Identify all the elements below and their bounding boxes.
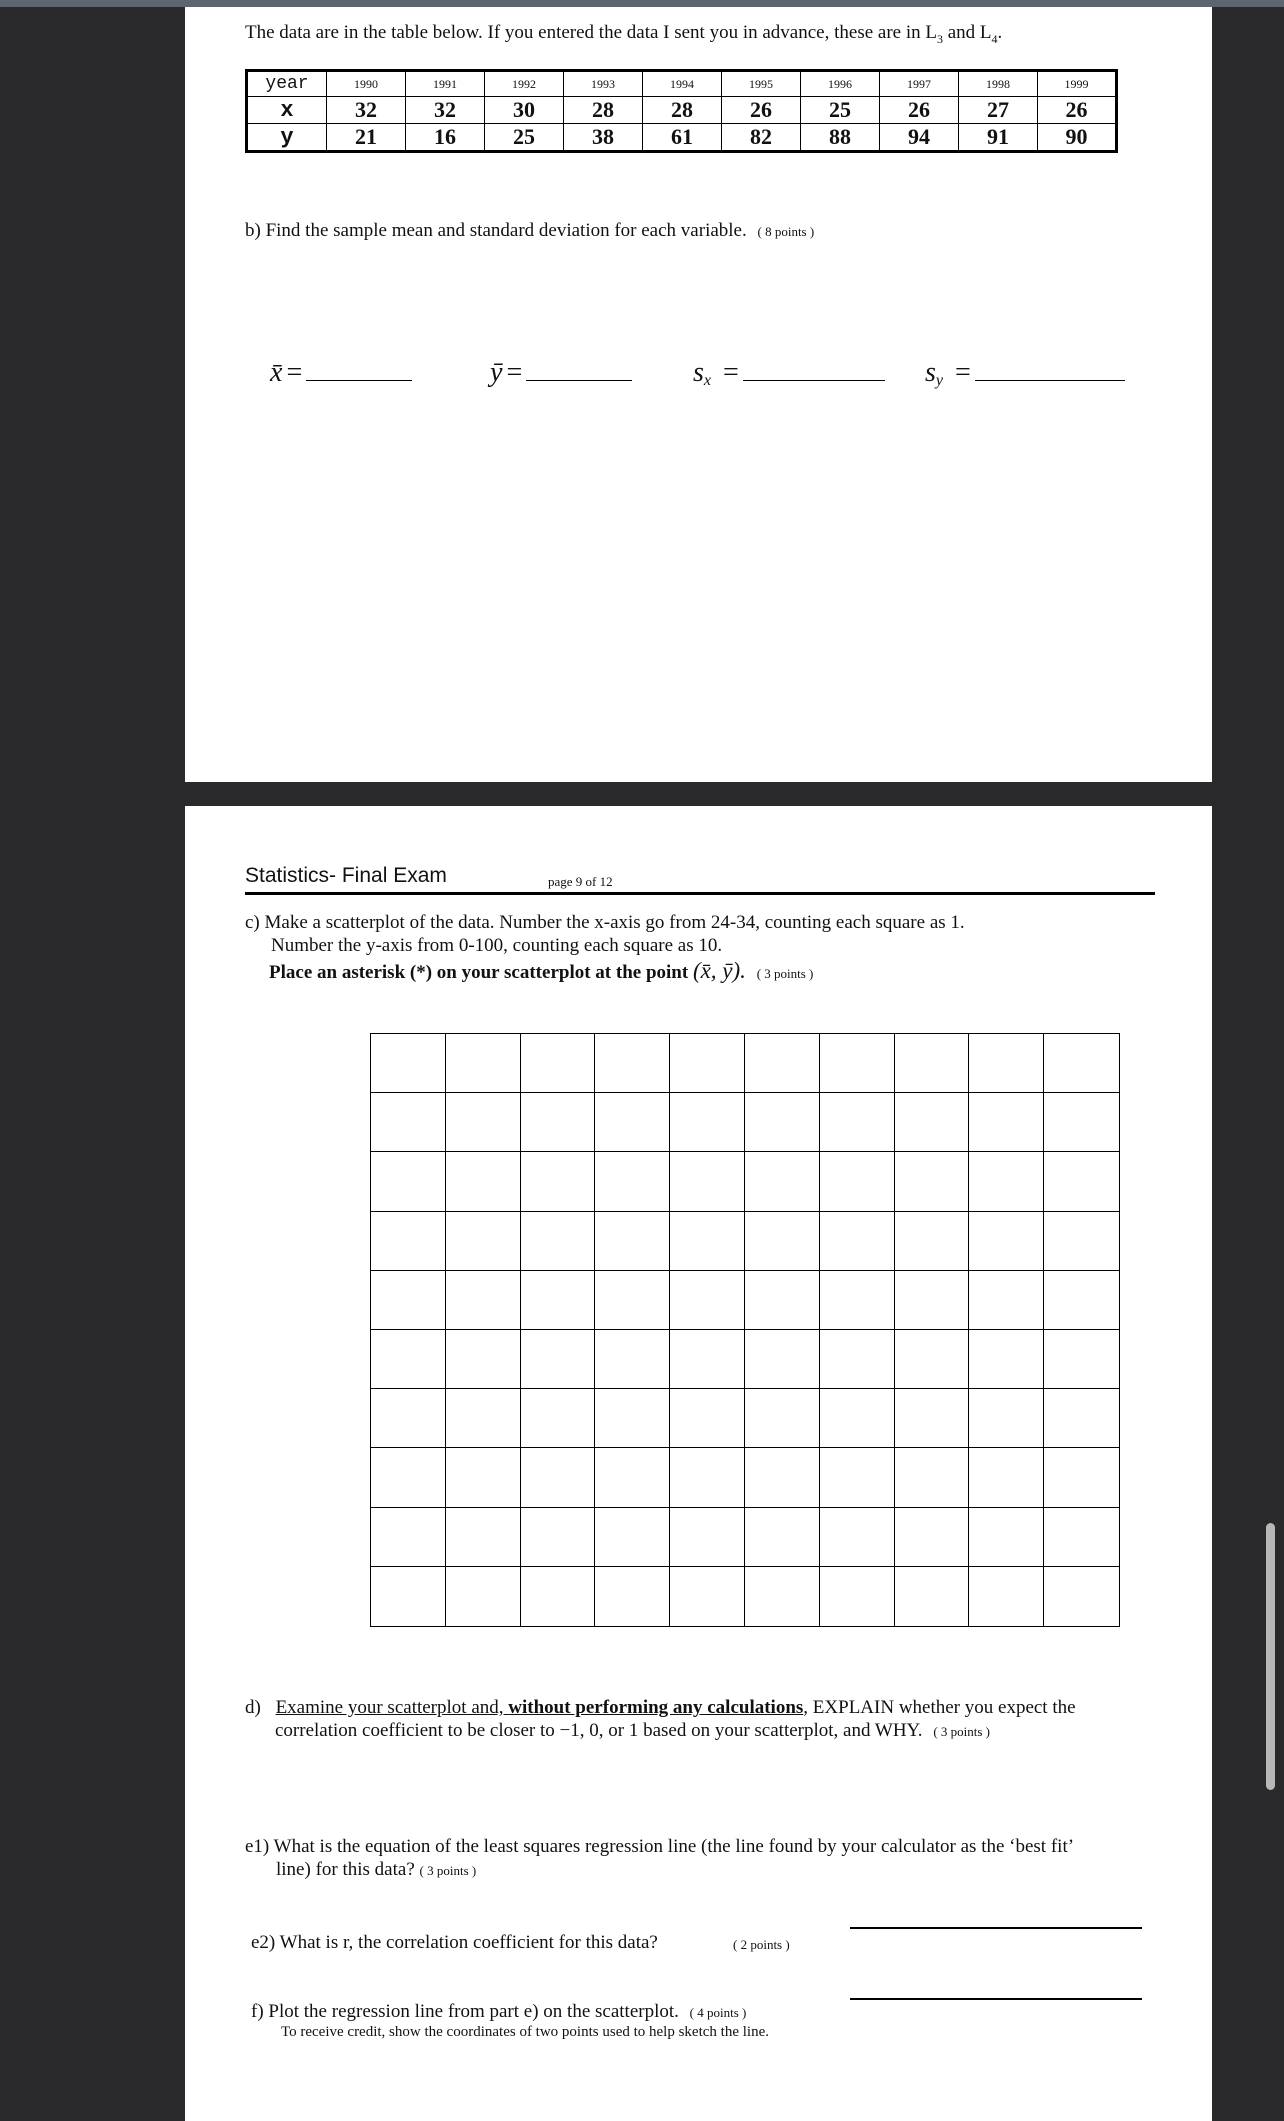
grid-cell[interactable] <box>371 1448 446 1507</box>
grid-cell[interactable] <box>745 1567 820 1626</box>
part-b-text: b) Find the sample mean and standard deviation for each variable. <box>245 220 747 241</box>
grid-cell[interactable] <box>371 1212 446 1271</box>
sx-subscript: x <box>703 372 712 390</box>
grid-cell[interactable] <box>371 1271 446 1330</box>
grid-cell[interactable] <box>820 1567 895 1626</box>
grid-cell[interactable] <box>595 1212 670 1271</box>
part-e1-text: line) for this data? <box>276 1859 415 1880</box>
grid-cell[interactable] <box>371 1508 446 1567</box>
grid-cell[interactable] <box>521 1330 596 1389</box>
mean-point-notation: (x̄, ȳ). <box>692 958 746 983</box>
grid-cell[interactable] <box>820 1034 895 1093</box>
grid-cell[interactable] <box>446 1093 521 1152</box>
y-cell: 38 <box>564 124 643 152</box>
ybar-field[interactable] <box>490 357 632 389</box>
grid-cell[interactable] <box>670 1212 745 1271</box>
year-cell: 1995 <box>722 71 801 97</box>
equals-sign: = <box>955 357 971 388</box>
grid-cell[interactable] <box>670 1152 745 1211</box>
equals-sign: = <box>506 357 523 388</box>
grid-cell[interactable] <box>745 1212 820 1271</box>
equals-sign: = <box>286 357 303 388</box>
x-cell: 28 <box>564 97 643 124</box>
part-b-question <box>245 220 814 242</box>
e2-answer-line[interactable] <box>850 1998 1142 2000</box>
y-cell: 21 <box>327 124 406 152</box>
x-cell: 28 <box>643 97 722 124</box>
grid-cell[interactable] <box>1044 1448 1119 1507</box>
part-f-line1 <box>251 2001 746 2023</box>
y-cell: 91 <box>959 124 1038 152</box>
grid-cell[interactable] <box>1044 1508 1119 1567</box>
grid-cell[interactable] <box>1044 1330 1119 1389</box>
year-cell: 1999 <box>1038 71 1117 97</box>
part-f-points: ( 4 points ) <box>689 2005 747 2020</box>
grid-cell[interactable] <box>969 1034 1044 1093</box>
grid-cell[interactable] <box>745 1152 820 1211</box>
x-cell: 25 <box>801 97 880 124</box>
grid-cell[interactable] <box>521 1271 596 1330</box>
exam-page-9 <box>185 806 1212 2121</box>
sx-field[interactable] <box>693 357 885 390</box>
sy-subscript: y <box>935 372 944 390</box>
grid-cell[interactable] <box>745 1508 820 1567</box>
grid-cell[interactable] <box>446 1152 521 1211</box>
grid-cell[interactable] <box>670 1034 745 1093</box>
part-f-line2: To receive credit, show the coordinates of two points used to help sketch the line. <box>281 2024 769 2040</box>
grid-cell[interactable] <box>371 1093 446 1152</box>
grid-cell[interactable] <box>820 1271 895 1330</box>
grid-cell[interactable] <box>1044 1271 1119 1330</box>
grid-cell[interactable] <box>670 1271 745 1330</box>
grid-cell[interactable] <box>745 1034 820 1093</box>
grid-cell[interactable] <box>820 1212 895 1271</box>
part-e2-question: e2) What is r, the correlation coefficient for this data? <box>251 1932 658 1953</box>
grid-cell[interactable] <box>895 1448 970 1507</box>
part-d-rest: , EXPLAIN whether you expect the <box>803 1697 1076 1718</box>
x-cell: 32 <box>406 97 485 124</box>
grid-cell[interactable] <box>371 1152 446 1211</box>
x-header: x <box>247 97 327 124</box>
grid-cell[interactable] <box>820 1389 895 1448</box>
y-cell: 16 <box>406 124 485 152</box>
year-header: year <box>247 71 327 97</box>
x-cell: 30 <box>485 97 564 124</box>
ybar-symbol: ȳ <box>490 357 503 388</box>
part-c-line2: Number the y-axis from 0-100, counting each square as 10. <box>271 935 723 956</box>
part-d-underlined: Examine your scatterplot and, <box>275 1697 509 1718</box>
grid-cell[interactable] <box>745 1093 820 1152</box>
part-f-text: f) Plot the regression line from part e) on the scatterplot. <box>251 2001 679 2022</box>
part-d-bold-underlined: without performing any calculations <box>508 1697 804 1718</box>
x-cell: 32 <box>327 97 406 124</box>
year-cell: 1992 <box>485 71 564 97</box>
grid-cell[interactable] <box>446 1330 521 1389</box>
grid-cell[interactable] <box>446 1567 521 1626</box>
grid-cell[interactable] <box>895 1271 970 1330</box>
grid-cell[interactable] <box>670 1093 745 1152</box>
grid-cell[interactable] <box>521 1567 596 1626</box>
part-e1-line2 <box>276 1859 476 1881</box>
grid-cell[interactable] <box>371 1567 446 1626</box>
grid-cell[interactable] <box>820 1330 895 1389</box>
grid-cell[interactable] <box>595 1508 670 1567</box>
xbar-blank[interactable] <box>306 376 412 381</box>
grid-cell[interactable] <box>595 1152 670 1211</box>
grid-cell[interactable] <box>521 1389 596 1448</box>
grid-cell[interactable] <box>670 1448 745 1507</box>
grid-cell[interactable] <box>895 1567 970 1626</box>
xbar-symbol: x̄ <box>270 357 283 388</box>
grid-cell[interactable] <box>969 1448 1044 1507</box>
grid-cell[interactable] <box>521 1212 596 1271</box>
grid-cell[interactable] <box>595 1093 670 1152</box>
part-d-line1 <box>245 1697 1076 1719</box>
grid-cell[interactable] <box>1044 1212 1119 1271</box>
grid-cell[interactable] <box>670 1567 745 1626</box>
year-cell: 1990 <box>327 71 406 97</box>
grid-cell[interactable] <box>1044 1152 1119 1211</box>
grid-cell[interactable] <box>521 1508 596 1567</box>
part-b-points: ( 8 points ) <box>757 224 815 239</box>
ybar-blank[interactable] <box>526 376 632 381</box>
grid-cell[interactable] <box>521 1152 596 1211</box>
grid-cell[interactable] <box>371 1330 446 1389</box>
grid-cell[interactable] <box>969 1271 1044 1330</box>
grid-cell[interactable] <box>969 1212 1044 1271</box>
grid-cell[interactable] <box>446 1508 521 1567</box>
grid-cell[interactable] <box>969 1152 1044 1211</box>
part-d-points: ( 3 points ) <box>933 1724 991 1739</box>
intro-main: The data are in the table below. If you entered the data I sent you in advance, these are in L <box>245 22 937 43</box>
grid-cell[interactable] <box>1044 1034 1119 1093</box>
x-cell: 26 <box>722 97 801 124</box>
grid-cell[interactable] <box>446 1271 521 1330</box>
scrollbar-thumb[interactable] <box>1266 1523 1275 1790</box>
grid-cell[interactable] <box>745 1448 820 1507</box>
grid-cell[interactable] <box>446 1448 521 1507</box>
header-rule <box>245 892 1155 895</box>
year-cell: 1991 <box>406 71 485 97</box>
part-e1-line1: e1) What is the equation of the least squares regression line (the line found by your calculator as the ‘best fit’ <box>245 1836 1075 1857</box>
y-cell: 94 <box>880 124 959 152</box>
grid-cell[interactable] <box>670 1508 745 1567</box>
grid-cell[interactable] <box>895 1212 970 1271</box>
y-cell: 61 <box>643 124 722 152</box>
scatterplot-grid[interactable] <box>370 1033 1120 1627</box>
part-d-label: d) <box>245 1697 261 1718</box>
x-cell: 26 <box>880 97 959 124</box>
grid-cell[interactable] <box>745 1389 820 1448</box>
grid-cell[interactable] <box>820 1093 895 1152</box>
grid-cell[interactable] <box>595 1448 670 1507</box>
part-c-line3 <box>269 958 813 984</box>
year-cell: 1993 <box>564 71 643 97</box>
exam-page-8 <box>185 7 1212 782</box>
sx-symbol: s <box>693 357 704 388</box>
y-cell: 90 <box>1038 124 1117 152</box>
grid-cell[interactable] <box>1044 1389 1119 1448</box>
grid-cell[interactable] <box>595 1034 670 1093</box>
header-title: Statistics- Final Exam <box>245 864 447 887</box>
grid-cell[interactable] <box>595 1567 670 1626</box>
grid-cell[interactable] <box>446 1212 521 1271</box>
xbar-field[interactable] <box>270 357 412 389</box>
part-e1-points: ( 3 points ) <box>419 1863 477 1878</box>
e1-answer-line[interactable] <box>850 1927 1142 1929</box>
y-cell: 88 <box>801 124 880 152</box>
grid-cell[interactable] <box>595 1330 670 1389</box>
year-cell: 1997 <box>880 71 959 97</box>
grid-cell[interactable] <box>895 1330 970 1389</box>
intro-text <box>245 22 1002 47</box>
grid-cell[interactable] <box>670 1330 745 1389</box>
grid-cell[interactable] <box>521 1034 596 1093</box>
equals-sign: = <box>723 357 739 388</box>
sx-blank[interactable] <box>743 376 885 381</box>
grid-cell[interactable] <box>820 1152 895 1211</box>
year-cell: 1996 <box>801 71 880 97</box>
header-page-number: page 9 of 12 <box>548 874 613 889</box>
grid-cell[interactable] <box>1044 1093 1119 1152</box>
grid-cell[interactable] <box>969 1567 1044 1626</box>
window-top-strip <box>0 0 1284 7</box>
y-header: y <box>247 124 327 152</box>
sy-blank[interactable] <box>975 376 1125 381</box>
grid-cell[interactable] <box>969 1330 1044 1389</box>
sy-field[interactable] <box>925 357 1125 390</box>
part-c-line1: c) Make a scatterplot of the data. Number the x-axis go from 24-34, counting each square as 1. <box>245 912 965 933</box>
grid-cell[interactable] <box>371 1389 446 1448</box>
grid-cell[interactable] <box>595 1271 670 1330</box>
grid-cell[interactable] <box>371 1034 446 1093</box>
grid-cell[interactable] <box>895 1508 970 1567</box>
grid-cell[interactable] <box>969 1508 1044 1567</box>
grid-cell[interactable] <box>521 1093 596 1152</box>
table-row-year <box>247 71 1117 97</box>
grid-cell[interactable] <box>820 1508 895 1567</box>
scrollbar[interactable] <box>1264 0 1284 2121</box>
grid-cell[interactable] <box>1044 1567 1119 1626</box>
year-cell: 1998 <box>959 71 1038 97</box>
table-row-y <box>247 124 1117 152</box>
grid-cell[interactable] <box>895 1389 970 1448</box>
year-cell: 1994 <box>643 71 722 97</box>
grid-cell[interactable] <box>820 1448 895 1507</box>
grid-cell[interactable] <box>895 1034 970 1093</box>
part-e2-points: ( 2 points ) <box>733 1937 790 1952</box>
grid-cell[interactable] <box>595 1389 670 1448</box>
sy-symbol: s <box>925 357 936 388</box>
grid-cell[interactable] <box>895 1152 970 1211</box>
part-c-instruction: Place an asterisk (*) on your scatterplot at the point <box>269 962 689 983</box>
y-cell: 82 <box>722 124 801 152</box>
part-d-line2 <box>275 1720 990 1742</box>
table-row-x <box>247 97 1117 124</box>
grid-cell[interactable] <box>969 1093 1044 1152</box>
grid-cell[interactable] <box>446 1034 521 1093</box>
part-c-points: ( 3 points ) <box>756 966 814 981</box>
part-d-text: correlation coefficient to be closer to −1, 0, or 1 based on your scatterplot, and WHY. <box>275 1720 923 1741</box>
grid-cell[interactable] <box>446 1389 521 1448</box>
intro-sub-3: 3 <box>936 31 943 46</box>
grid-cell[interactable] <box>670 1389 745 1448</box>
intro-end: . <box>997 22 1003 43</box>
intro-sub-4: 4 <box>991 31 998 46</box>
grid-cell[interactable] <box>745 1271 820 1330</box>
intro-and: and L <box>942 22 992 43</box>
grid-cell[interactable] <box>521 1448 596 1507</box>
data-table <box>245 69 1118 153</box>
x-cell: 26 <box>1038 97 1117 124</box>
y-cell: 25 <box>485 124 564 152</box>
grid-cell[interactable] <box>895 1093 970 1152</box>
grid-cell[interactable] <box>745 1330 820 1389</box>
grid-cell[interactable] <box>969 1389 1044 1448</box>
x-cell: 27 <box>959 97 1038 124</box>
